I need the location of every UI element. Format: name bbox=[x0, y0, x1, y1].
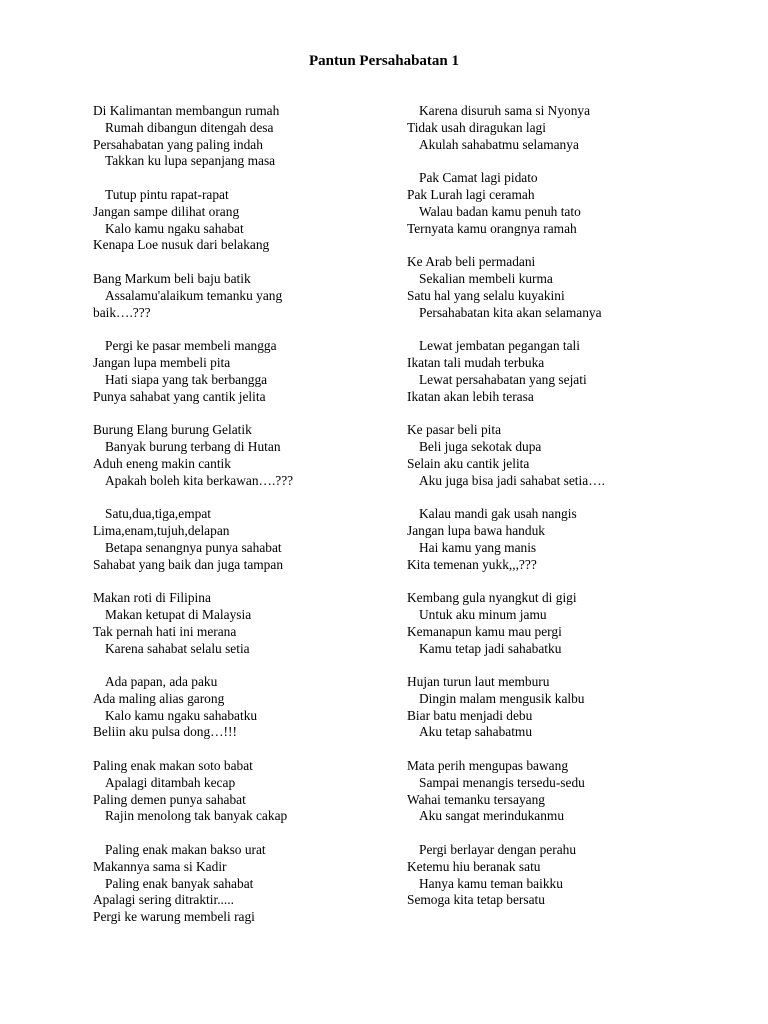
verse-line: baik….??? bbox=[93, 304, 151, 320]
left-stanza bbox=[93, 103, 393, 170]
verse-line: Persahabatan yang paling indah bbox=[93, 136, 263, 152]
verse-line: Aku sangat merindukanmu bbox=[419, 808, 565, 824]
verse-line: Jangan lupa bawa handuk bbox=[407, 522, 545, 538]
verse-line: Aku tetap sahabatmu bbox=[419, 724, 533, 740]
left-stanza bbox=[93, 758, 393, 825]
verse-line: Banyak burung terbang di Hutan bbox=[105, 438, 281, 454]
verse-line: Ikatan akan lebih terasa bbox=[407, 388, 534, 404]
right-stanza bbox=[407, 254, 737, 321]
verse-line: Wahai temanku tersayang bbox=[407, 791, 545, 807]
verse-line: Dingin malam mengusik kalbu bbox=[419, 690, 585, 706]
verse-line: Hujan turun laut memburu bbox=[407, 674, 550, 690]
verse-line: Lima,enam,tujuh,delapan bbox=[93, 522, 230, 538]
verse-line: Aku juga bisa jadi sahabat setia…. bbox=[419, 472, 605, 488]
right-stanza bbox=[407, 590, 737, 657]
left-stanza bbox=[93, 590, 393, 657]
right-stanza bbox=[407, 103, 737, 153]
verse-line: Sampai menangis tersedu-sedu bbox=[419, 774, 585, 790]
verse-line: Satu hal yang selalu kuyakini bbox=[407, 287, 565, 303]
verse-line: Persahabatan kita akan selamanya bbox=[419, 304, 602, 320]
verse-line: Hanya kamu teman baikku bbox=[419, 875, 563, 891]
verse-line: Jangan lupa membeli pita bbox=[93, 354, 231, 370]
left-stanza bbox=[93, 674, 393, 741]
verse-line: Ikatan tali mudah terbuka bbox=[407, 354, 545, 370]
verse-line: Walau badan kamu penuh tato bbox=[419, 203, 581, 219]
verse-line: Paling enak makan soto babat bbox=[93, 758, 253, 774]
left-stanza bbox=[93, 842, 393, 926]
right-column bbox=[407, 103, 737, 926]
verse-line: Bang Markum beli baju batik bbox=[93, 270, 251, 286]
verse-line: Sahabat yang baik dan juga tampan bbox=[93, 556, 284, 572]
right-stanza bbox=[407, 422, 737, 489]
verse-line: Tidak usah diragukan lagi bbox=[407, 119, 546, 135]
verse-line: Rumah dibangun ditengah desa bbox=[105, 119, 274, 135]
verse-line: Kalau mandi gak usah nangis bbox=[419, 506, 577, 522]
verse-line: Di Kalimantan membangun rumah bbox=[93, 103, 280, 118]
left-stanza bbox=[93, 422, 393, 489]
verse-line: Pergi berlayar dengan perahu bbox=[419, 842, 577, 858]
verse-line: Ketemu hiu beranak satu bbox=[407, 858, 541, 874]
verse-line: Rajin menolong tak banyak cakap bbox=[105, 808, 288, 824]
verse-line: Tak pernah hati ini merana bbox=[93, 623, 237, 639]
left-stanza bbox=[93, 338, 393, 405]
verse-line: Kalo kamu ngaku sahabat bbox=[105, 220, 244, 236]
verse-line: Hati siapa yang tak berbangga bbox=[105, 371, 268, 387]
left-stanza bbox=[93, 271, 393, 321]
verse-line: Biar batu menjadi debu bbox=[407, 707, 533, 723]
left-column bbox=[93, 103, 393, 943]
verse-line: Ke pasar beli pita bbox=[407, 422, 502, 438]
verse-line: Untuk aku minum jamu bbox=[419, 606, 547, 622]
verse-line: Beliin aku pulsa dong…!!! bbox=[93, 724, 237, 740]
verse-line: Lewat jembatan pegangan tali bbox=[419, 338, 580, 354]
verse-line: Makannya sama si Kadir bbox=[93, 858, 227, 874]
verse-line: Punya sahabat yang cantik jelita bbox=[93, 388, 266, 404]
verse-line: Makan roti di Filipina bbox=[93, 590, 211, 606]
verse-line: Paling enak banyak sahabat bbox=[105, 875, 254, 891]
verse-line: Ada papan, ada paku bbox=[105, 674, 218, 690]
verse-line: Ternyata kamu orangnya ramah bbox=[407, 220, 577, 236]
verse-line: Aduh eneng makin cantik bbox=[93, 455, 231, 471]
verse-line: Mata perih mengupas bawang bbox=[407, 758, 569, 774]
verse-line: Kamu tetap jadi sahabatku bbox=[419, 640, 562, 656]
right-stanza bbox=[407, 170, 737, 237]
verse-line: Karena sahabat selalu setia bbox=[105, 640, 250, 656]
verse-line: Lewat persahabatan yang sejati bbox=[419, 371, 587, 387]
verse-line: Betapa senangnya punya sahabat bbox=[105, 539, 282, 555]
verse-line: Kenapa Loe nusuk dari belakang bbox=[93, 237, 270, 253]
right-stanza bbox=[407, 842, 737, 909]
verse-line: Ada maling alias garong bbox=[93, 690, 225, 706]
verse-line: Semoga kita tetap bersatu bbox=[407, 892, 545, 908]
right-stanza bbox=[407, 338, 737, 405]
right-stanza bbox=[407, 758, 737, 825]
verse-line: Assalamu'alaikum temanku yang bbox=[105, 287, 283, 303]
verse-line: Pergi ke warung membeli ragi bbox=[93, 909, 255, 925]
verse-line: Apakah boleh kita berkawan….??? bbox=[105, 472, 294, 488]
verse-line: Selain aku cantik jelita bbox=[407, 455, 530, 471]
verse-line: Pak Lurah lagi ceramah bbox=[407, 186, 535, 202]
verse-line: Apalagi sering ditraktir..... bbox=[93, 892, 234, 908]
verse-line: Takkan ku lupa sepanjang masa bbox=[105, 153, 276, 169]
verse-line: Tutup pintu rapat-rapat bbox=[105, 186, 229, 202]
verse-line: Sekalian membeli kurma bbox=[419, 270, 553, 286]
verse-line: Beli juga sekotak dupa bbox=[419, 438, 542, 454]
verse-line: Burung Elang burung Gelatik bbox=[93, 422, 252, 438]
verse-line: Ke Arab beli permadani bbox=[407, 254, 536, 270]
verse-line: Paling enak makan bakso urat bbox=[105, 842, 266, 858]
verse-line: Kembang gula nyangkut di gigi bbox=[407, 590, 577, 606]
verse-line: Jangan sampe dilihat orang bbox=[93, 203, 240, 219]
verse-line: Satu,dua,tiga,empat bbox=[105, 506, 211, 522]
verse-line: Apalagi ditambah kecap bbox=[105, 774, 236, 790]
verse-line: Kemanapun kamu mau pergi bbox=[407, 623, 562, 639]
right-stanza bbox=[407, 674, 737, 741]
verse-line: Pak Camat lagi pidato bbox=[419, 170, 538, 186]
right-stanza bbox=[407, 506, 737, 573]
verse-line: Paling demen punya sahabat bbox=[93, 791, 246, 807]
page-title: Pantun Persahabatan 1 bbox=[308, 53, 460, 69]
verse-line: Pergi ke pasar membeli mangga bbox=[105, 338, 277, 354]
left-stanza bbox=[93, 506, 393, 573]
verse-line: Akulah sahabatmu selamanya bbox=[419, 136, 579, 152]
left-stanza bbox=[93, 187, 393, 254]
verse-line: Kita temenan yukk,,,??? bbox=[407, 556, 537, 572]
verse-line: Hai kamu yang manis bbox=[419, 539, 537, 555]
verse-line: Karena disuruh sama si Nyonya bbox=[419, 103, 591, 118]
verse-line: Kalo kamu ngaku sahabatku bbox=[105, 707, 258, 723]
verse-line: Makan ketupat di Malaysia bbox=[105, 606, 252, 622]
